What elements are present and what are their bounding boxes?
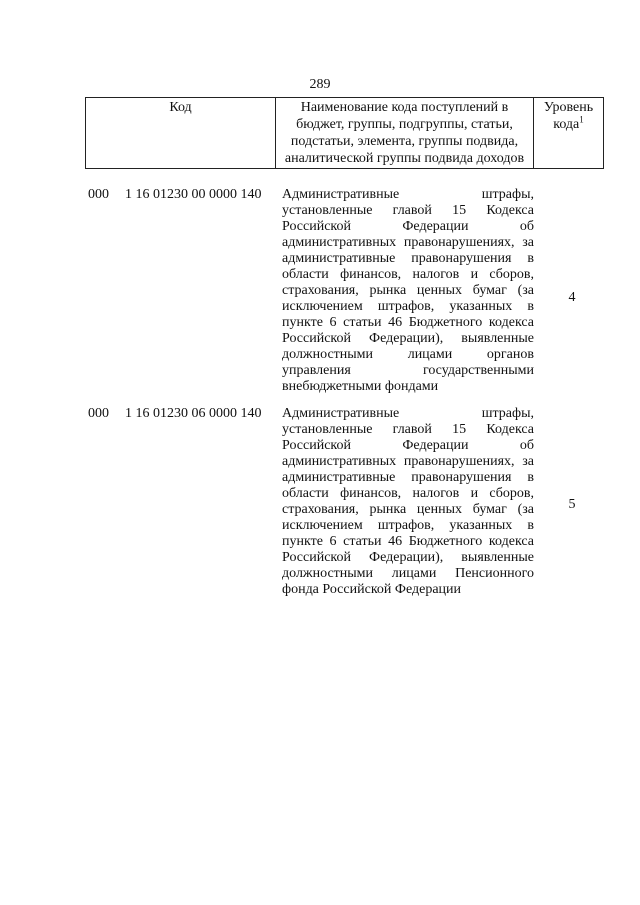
row-admin-code: 000 — [88, 187, 109, 202]
row-description: Административные штрафы, установленные главой 15 Кодекса Российской Федерации об административных правонарушениях, за административные правонарушения в области финансов, налогов и сборов, страхования, рынка ценных бумаг (за исключением штрафов, указанных в пункте 6 статьи 46 Бюджетного кодекса Российской Федерации), выявленные должностными лицами Пенсионного фонда Российской Федерации — [282, 406, 534, 597]
row-level: 5 — [568, 497, 576, 512]
header-level-cell — [534, 98, 604, 169]
table-header-row — [86, 98, 604, 169]
header-code-label: Код — [169, 100, 192, 115]
header-level-footnote: 1 — [579, 114, 584, 125]
header-name-label: Наименование кода поступлений в бюджет, группы, подгруппы, статьи, подстатьи, элемента, группы подвида, аналитической группы подвида доходов — [284, 100, 525, 166]
row-admin-code: 000 — [88, 406, 109, 421]
header-code-cell — [86, 98, 276, 169]
header-name-cell — [276, 98, 534, 169]
table-header — [85, 97, 604, 169]
row-level: 4 — [568, 290, 576, 305]
header-level-label: Уровень кода — [543, 100, 594, 132]
row-description: Административные штрафы, установленные главой 15 Кодекса Российской Федерации об административных правонарушениях, за административные правонарушения в области финансов, налогов и сборов, страхования, рынка ценных бумаг (за исключением штрафов, указанных в пункте 6 статьи 46 Бюджетного кодекса Российской Федерации), выявленные должностными лицами органов управления государственными внебюджетными фондами — [282, 187, 534, 394]
row-kbk-code: 1 16 01230 06 0000 140 — [125, 406, 262, 421]
page-number: 289 — [309, 77, 331, 92]
row-kbk-code: 1 16 01230 00 0000 140 — [125, 187, 262, 202]
